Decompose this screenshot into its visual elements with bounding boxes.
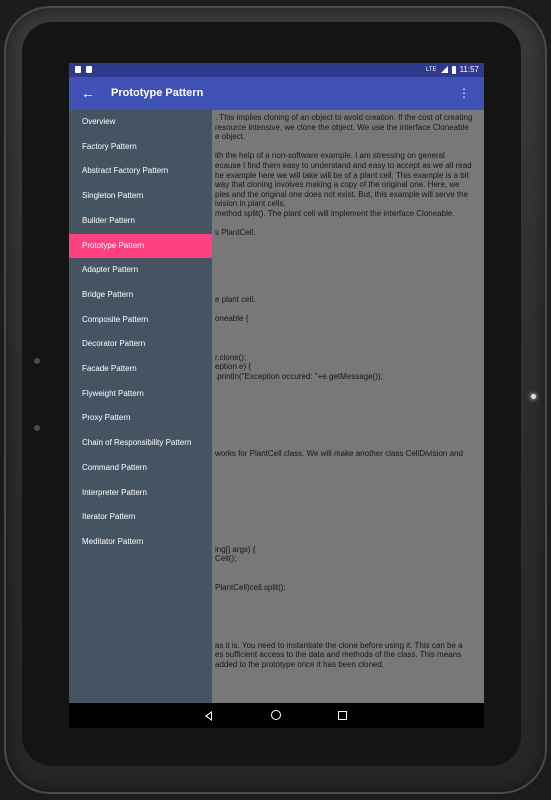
nav-back-icon[interactable] [205,711,212,721]
drawer-item[interactable]: Command Pattern [82,462,147,472]
page-title: Prototype Pattern [111,87,204,99]
app-toolbar [69,77,484,110]
system-nav-bar [69,703,484,728]
device-light-sensor [531,394,536,399]
battery-icon [452,66,456,74]
arrow-left-icon[interactable]: ← [81,85,95,101]
notification-icon [75,66,81,73]
drawer-item[interactable]: Factory Pattern [82,141,137,151]
drawer-item[interactable]: Meditator Pattern [82,536,144,546]
drawer-item[interactable]: Prototype Pattern [69,234,212,258]
android-icon [86,66,92,73]
status-bar [69,63,484,77]
drawer-item[interactable]: Decorator Pattern [82,339,146,349]
signal-icon [441,66,448,73]
network-type: LTE [426,66,437,73]
drawer-item[interactable]: Proxy Pattern [82,413,131,423]
more-vert-icon[interactable]: ⋮ [458,86,470,100]
nav-recents-icon[interactable] [338,711,347,720]
drawer-item[interactable]: Facade Pattern [82,364,137,373]
status-time: 11:57 [459,65,479,74]
drawer-item[interactable]: Composite Pattern [82,314,149,324]
app-screen [69,63,484,728]
navigation-drawer [69,110,212,703]
drawer-item[interactable]: Chain of Responsibility Pattern [82,438,192,448]
drawer-item[interactable]: Abstract Factory Pattern [82,166,169,176]
nav-home-icon[interactable] [271,710,281,720]
device-sensor-dot [34,425,40,431]
drawer-item[interactable]: Interpreter Pattern [82,487,147,497]
drawer-item[interactable]: Singleton Pattern [82,191,144,201]
device-camera-dot [34,358,40,364]
drawer-item[interactable]: Adapter Pattern [82,265,139,275]
drawer-item[interactable]: Iterator Pattern [82,512,136,522]
drawer-item[interactable]: Overview [82,117,116,126]
drawer-item[interactable]: Flyweight Pattern [82,388,144,398]
drawer-item[interactable]: Bridge Pattern [82,289,134,299]
drawer-item[interactable]: Builder Pattern [82,215,135,225]
